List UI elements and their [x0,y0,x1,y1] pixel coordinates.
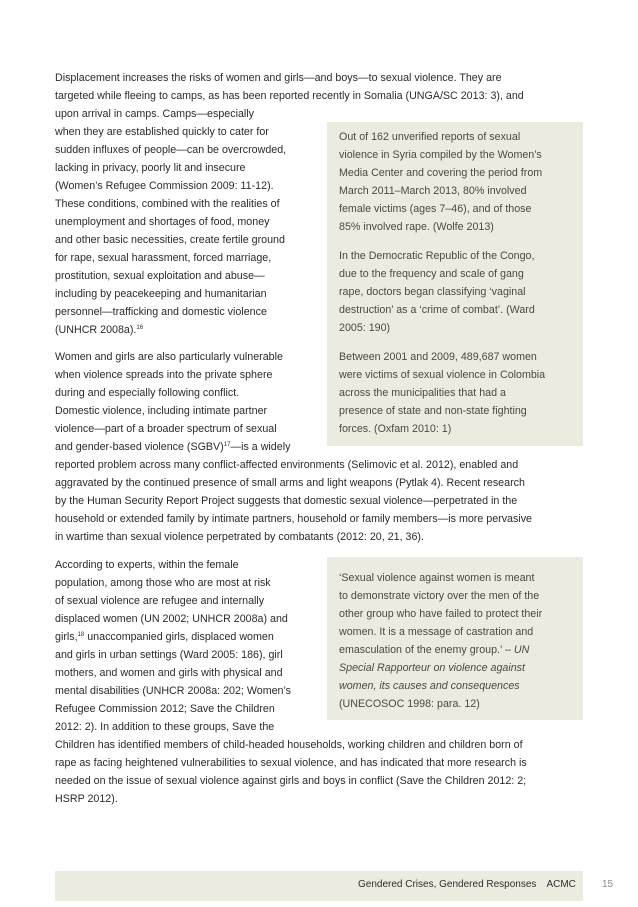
quote-attribution: UN [513,644,530,656]
quote-line: to demonstrate victory over the men of the [339,590,540,602]
body-text-line: Women and girls are also particularly vulnerable [55,351,283,363]
body-text-line: by the Human Security Report Project suggests that domestic sexual violence—perpetrated in the [55,495,518,507]
body-text: —is a widely [230,441,291,453]
body-text-line: personnel—trafficking and domestic violence [55,306,267,318]
body-text-line: mental disabilities (UNHCR 2008a: 202; Women’s [55,685,292,697]
sidebar-text-line: were victims of sexual violence in Colombia [339,369,546,381]
body-text-line: violence—part of a broader spectrum of sexual [55,423,277,435]
body-text-line: These conditions, combined with the realities of [55,198,280,210]
sidebar-text-line: destruction’ as a ‘crime of combat’. (Ward [339,304,535,316]
body-text-line: HSRP 2012). [55,793,118,805]
body-text-line: household or extended family by intimate partners, household or family members—is more pervasive [55,513,533,525]
footer-running-title [358,877,576,893]
body-text-line: displaced women (UN 2002; UNHCR 2008a) and [55,613,288,625]
body-text-line: in wartime than sexual violence perpetrated by combatants (2012: 20, 21, 36). [55,531,424,543]
body-text-line: (Women’s Refugee Commission 2009: 11-12). [55,180,274,192]
body-text-line: unemployment and shortages of food, money [55,216,270,228]
body-text-line: 2012: 2). In addition to these groups, Save the [55,721,275,733]
quote-line [339,641,529,659]
sidebar-text-line: female victims (ages 7–46), and of those [339,203,532,215]
body-text-line [55,321,143,339]
quote-attribution-line: women, its causes and consequences [339,680,520,692]
body-text-line: Refugee Commission 2012; Save the Children [55,703,275,715]
quote-attribution-line: Special Rapporteur on violence against [339,662,525,674]
quote-citation: (UNECOSOC 1998: para. 12) [339,698,480,710]
body-text: unaccompanied girls, displaced women [84,631,274,643]
footnote-ref: 16 [136,325,144,331]
body-text-line: According to experts, within the female [55,559,239,571]
sidebar-text-line: across the municipalities that had a [339,387,506,399]
body-text-line: mothers, and women and girls with physical and [55,667,283,679]
body-text-line: upon arrival in camps. Camps—especially [55,108,254,120]
footer-title: Gendered Crises, Gendered Responses [358,879,537,890]
body-text-line: of sexual violence are refugee and internally [55,595,265,607]
sidebar-text-line: Out of 162 unverified reports of sexual [339,131,521,143]
footnote-ref: 17 [223,442,231,448]
body-text-line: reported problem across many conflict-affected environments (Selimovic et al. 2012), enabled and [55,459,519,471]
body-text-line [55,628,274,646]
body-text: girls, [55,631,78,643]
quote-text: emasculation of the enemy group.’ – [339,644,514,656]
footnote-ref: 18 [77,632,85,638]
quote-line: ‘Sexual violence against women is meant [339,572,535,584]
sidebar-text-line: presence of state and non-state fighting [339,405,527,417]
body-text-line [55,438,290,456]
body-text-line: when violence spreads into the private sphere [55,369,273,381]
sidebar-text-line: rape, doctors began classifying ‘vaginal [339,286,526,298]
sidebar-text-line: 2005: 190) [339,322,391,334]
body-text-line: Displacement increases the risks of women and girls—and boys—to sexual violence. They are [55,72,502,84]
sidebar-text-line: Media Center and covering the period from [339,167,543,179]
body-text-line: rape as facing heightened vulnerabilities to sexual violence, and has indicated that more research is [55,757,527,769]
body-text: and gender-based violence (SGBV) [55,441,224,453]
body-text-line: including by peacekeeping and humanitarian [55,288,267,300]
body-text-line: and girls in urban settings (Ward 2005: 186), girl [55,649,283,661]
sidebar-text-line: 85% involved rape. (Wolfe 2013) [339,221,494,233]
sidebar-text-line: March 2011–March 2013, 80% involved [339,185,527,197]
body-text-line: needed on the issue of sexual violence against girls and boys in conflict (Save the Children 2012: 2; [55,775,527,787]
page-number: 15 [602,879,614,890]
quote-line: other group who have failed to protect their [339,608,543,620]
body-text-line: aggravated by the continued presence of small arms and light weapons (Pytlak 4). Recent research [55,477,525,489]
sidebar-text-line: Between 2001 and 2009, 489,687 women [339,351,537,363]
body-text-line: population, among those who are most at risk [55,577,271,589]
sidebar-text-line: forces. (Oxfam 2010: 1) [339,423,452,435]
body-text-line: and other basic necessities, create fertile ground [55,234,285,246]
sidebar-text-line: due to the frequency and scale of gang [339,268,524,280]
body-text-line: for rape, sexual harassment, forced marriage, [55,252,272,264]
body-text-line: prostitution, sexual exploitation and abuse— [55,270,265,282]
footer-org: ACMC [546,879,576,890]
body-text-line: Children has identified members of child-headed households, working children and children born of [55,739,523,751]
body-text: (UNHCR 2008a). [55,324,137,336]
body-text-line: sudden influxes of people—can be overcrowded, [55,144,287,156]
sidebar-text-line: violence in Syria compiled by the Women’s [339,149,542,161]
body-text-line: Domestic violence, including intimate partner [55,405,268,417]
body-text-line: lacking in privacy, poorly lit and insecure [55,162,246,174]
body-text-line: when they are established quickly to cater for [55,126,269,138]
body-text-line: during and especially following conflict. [55,387,240,399]
quote-line: women. It is a message of castration and [339,626,534,638]
sidebar-text-line: In the Democratic Republic of the Congo, [339,250,535,262]
body-text-line: targeted while fleeing to camps, as has been reported recently in Somalia (UNGA/SC 2013: 3), and [55,90,524,102]
